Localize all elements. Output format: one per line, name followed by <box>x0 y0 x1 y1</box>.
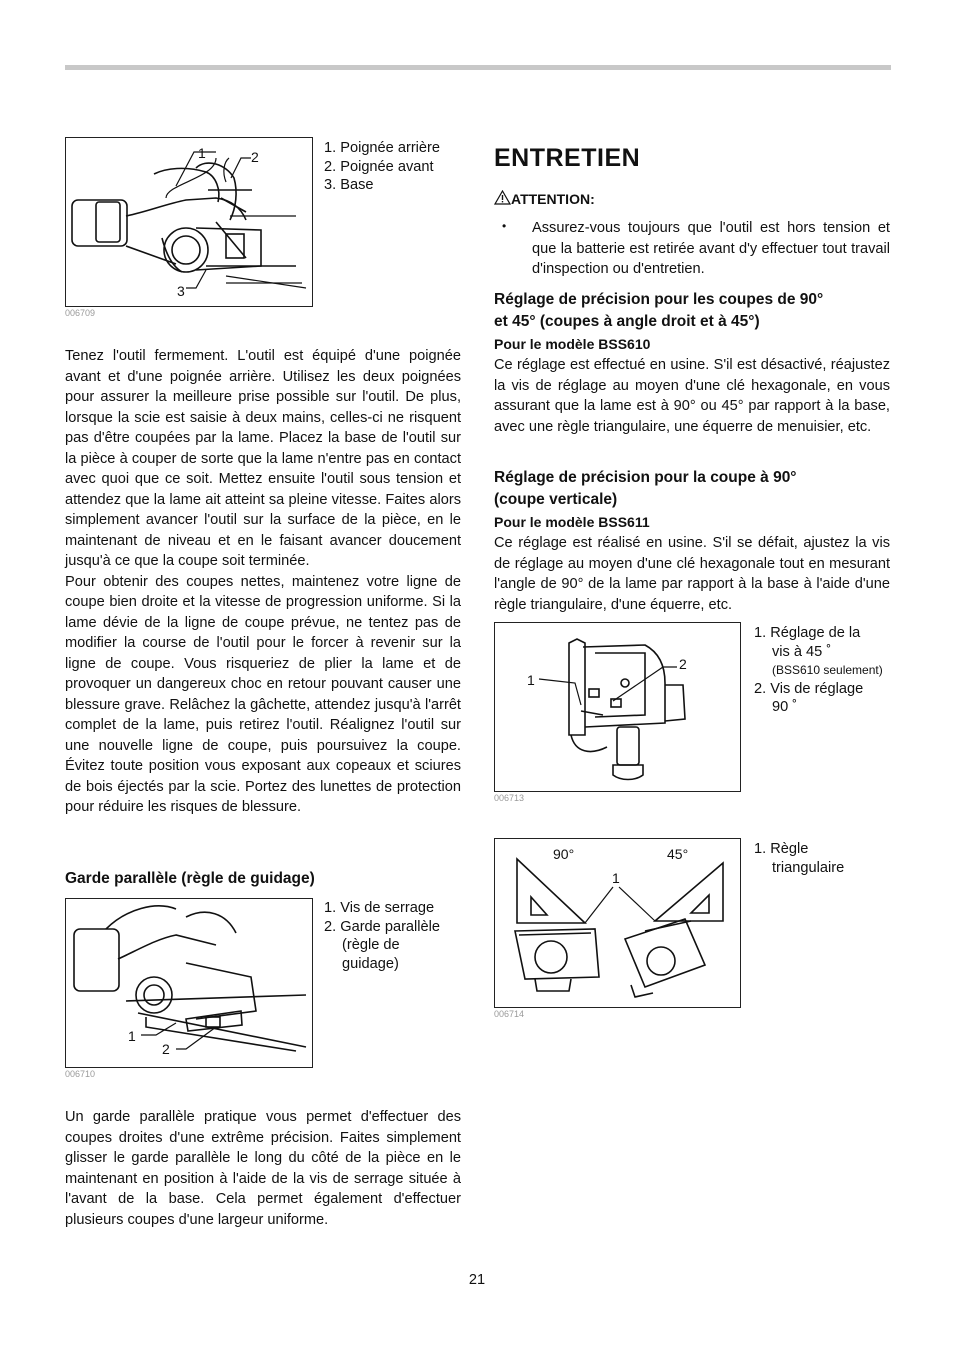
fig2-legend-1: 1. Vis de serrage <box>324 900 435 916</box>
attention-text: Assurez-vous toujours que l'outil est hors tension et que la batterie est retirée avant d'y effectuer tout travail d'inspection ou d'entretien. <box>532 220 890 277</box>
fig3-code: 006713 <box>494 793 525 803</box>
heading-precision-90-45-l1: Réglage de précision pour les coupes de 90° <box>494 291 824 308</box>
fig1-callout-1: 1 <box>198 145 206 161</box>
paragraph-handling: Tenez l'outil fermement. L'outil est équipé d'une poignée avant et d'une poignée arrière. Utilisez les deux poignées pour assurer la meilleure prise possible sur l'outil. De plus, lorsque la scie est saisie à deux mains, celles-ci ne risquent pas d'être coupées par la lame. Placez la base de l'outil sur la pièce à couper de sorte que la lame n'entre pas en contact avec quoi que ce soit. Mettez ensuite l'outil sous tension et attendez que la lame ait atteint sa pleine vitesse. Faites alors simplement avancer l'outil sur la surface de la pièce, en le maintenant de niveau et en le faisant avancer doucement jusqu'à ce que la coupe soit terminée. <box>65 348 461 569</box>
heading-precision-90 <box>494 467 894 511</box>
fig3-legend-1a: 1. Réglage de la <box>754 625 861 641</box>
sec2-text: Ce réglage est réalisé en usine. S'il se défait, ajustez la vis de réglage au moyen d'une clé hexagonale tout en mesurant l'angle de 90° de la lame par rapport à la base à l'aide d'une règle triangulaire, d'une équerre, etc. <box>494 535 890 613</box>
fig1-legend <box>324 139 440 195</box>
sec1-text-block <box>494 355 890 437</box>
fig4-angle-90: 90° <box>553 846 575 862</box>
rip-fence-drawing <box>66 899 312 1067</box>
attention-label-row <box>494 190 595 207</box>
fig4-legend <box>754 840 844 877</box>
fig1-legend-3: 3. Base <box>324 177 374 193</box>
model-bss610: Pour le modèle BSS610 <box>494 336 651 352</box>
heading-precision-90-l2: (coupe verticale) <box>494 491 618 508</box>
fig1-code: 006709 <box>65 308 96 318</box>
fig3-legend-2a: 2. Vis de réglage <box>754 680 864 697</box>
fig2-code: 006710 <box>65 1069 96 1079</box>
fig3-legend-1c: (BSS610 seulement) <box>772 663 883 677</box>
fig4-callout-1: 1 <box>612 870 620 886</box>
fig3-callout-1: 1 <box>527 672 535 688</box>
fig2-callout-1: 1 <box>128 1028 136 1044</box>
fig2-legend-2b: (règle de <box>342 937 400 953</box>
page-number: 21 <box>468 1272 486 1288</box>
fig1-callout-3: 3 <box>177 283 185 299</box>
paragraph-rip-fence: Un garde parallèle pratique vous permet d'effectuer des coupes droites d'une extrême précision. Faites simplement glisser le garde parallèle le long du côté de la pièce en le maintenant en position à l'aide de la vis de serrage située à l'avant de la base. Cela permet également d'effectuer plusieurs coupes d'une largeur uniforme. <box>65 1109 461 1228</box>
bullet-dot: • <box>502 219 507 233</box>
fig4-legend-a: 1. Règle <box>754 841 809 857</box>
paragraph-clean-cuts: Pour obtenir des coupes nettes, maintenez votre ligne de coupe bien droite et la vitesse de progression uniforme. Si la lame dévie de la ligne de coupe prévue, ne tentez pas de modifier la course de l'outil pour le forcer à revenir sur la ligne de coupe. Vous risqueriez de plier la lame et de provoquer un dangereux choc en retour pouvant causer une blessure grave. Relâchez la gâchette, attendez jusqu'à l'arrêt complet de la lame, puis retirez l'outil. Réalignez l'outil sur une nouvelle ligne de coupe, puis poursuivez la coupe. Évitez toute position vous exposant aux copeaux et sciures de bois éjectés par la scie. Portez des lunettes de protection pour réduire les risques de blessure. <box>65 573 461 815</box>
model-bss611: Pour le modèle BSS611 <box>494 514 650 530</box>
fig3-legend-1b: vis à 45 ˚ <box>772 643 832 660</box>
fig2-legend-2: 2. Garde parallèle <box>324 918 441 935</box>
section-title: ENTRETIEN <box>494 144 641 172</box>
fig2-legend-2c: guidage) <box>342 955 399 972</box>
fig3-callout-2: 2 <box>679 656 687 672</box>
fig1-legend-1: 1. Poignée arrière <box>324 140 441 156</box>
fig4-code: 006714 <box>494 1009 525 1019</box>
heading-rip-fence: Garde parallèle (règle de guidage) <box>65 870 315 887</box>
fig4-angle-45: 45° <box>667 846 689 862</box>
warning-triangle-icon <box>494 190 511 205</box>
triangle-ruler-drawing <box>495 839 740 1007</box>
figure-saw-handles <box>65 137 313 307</box>
adjust-screws-drawing <box>495 623 740 791</box>
fig1-callout-2: 2 <box>251 149 259 165</box>
saw-handles-drawing <box>66 138 312 306</box>
heading-precision-90-45-l2: et 45° (coupes à angle droit et à 45°) <box>494 313 760 330</box>
fig3-legend <box>754 624 883 717</box>
figure-adjust-screws <box>494 622 741 792</box>
attention-label: ATTENTION: <box>511 191 595 207</box>
figure-rip-fence <box>65 898 313 1068</box>
fig1-legend-2: 2. Poignée avant <box>324 158 434 175</box>
left-text-block-2 <box>65 1107 461 1230</box>
fig3-legend-2b: 90 ˚ <box>772 699 798 715</box>
fig4-legend-b: triangulaire <box>772 859 845 876</box>
sec2-text-block <box>494 533 890 615</box>
heading-precision-90-l1: Réglage de précision pour la coupe à 90° <box>494 469 797 486</box>
heading-precision-90-45 <box>494 289 894 333</box>
fig2-callout-2: 2 <box>162 1041 170 1057</box>
left-text-block <box>65 346 461 818</box>
sec1-text: Ce réglage est effectué en usine. S'il est désactivé, réajustez la vis de réglage au moyen d'une clé hexagonale, en vous assurant que la lame est à 90° ou 45° par rapport à la base, avec une règle triangulaire, une équerre de menuisier, etc. <box>494 357 890 435</box>
header-rule <box>65 65 891 70</box>
attention-text-block <box>532 218 890 280</box>
fig2-legend <box>324 899 440 973</box>
figure-triangle-ruler <box>494 838 741 1008</box>
